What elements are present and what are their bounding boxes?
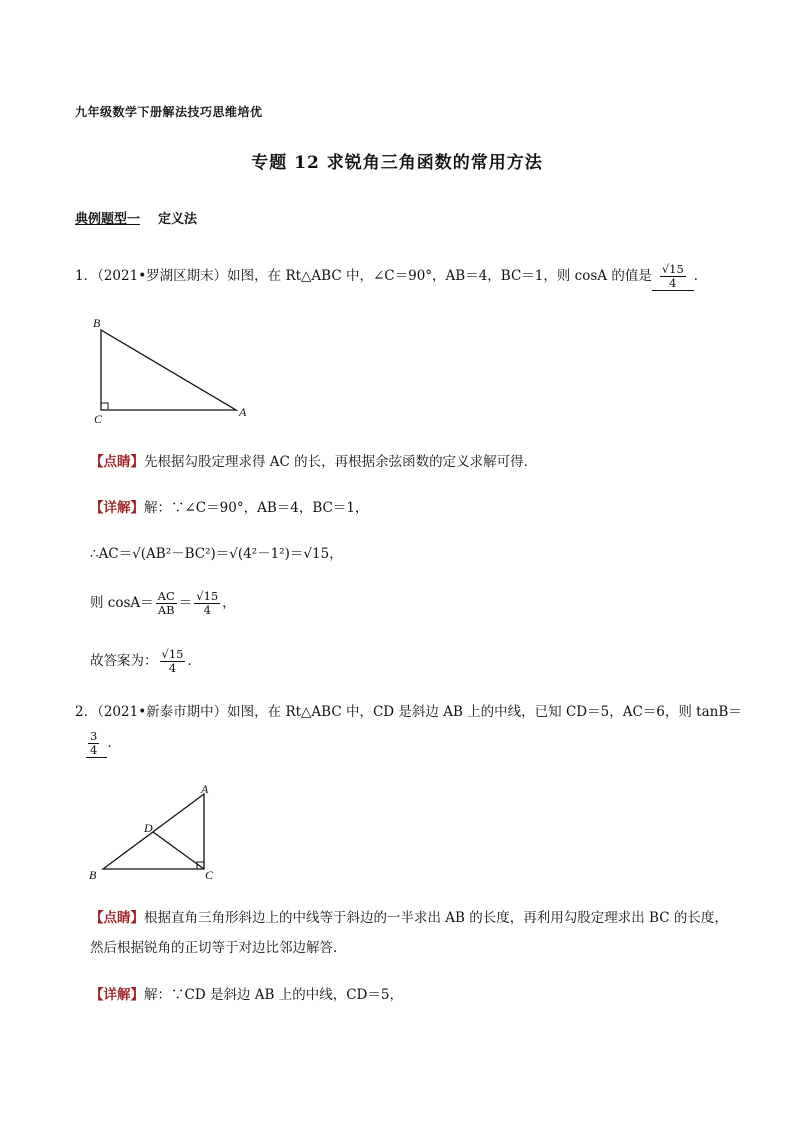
question-1-answer-den: 4 bbox=[669, 276, 677, 290]
section-tag: 典例题型一 bbox=[75, 212, 141, 227]
question-2-stem: 2．（2021•新泰市期中）如图，在 Rt△ABC 中，CD 是斜边 AB 上的中线，已知 CD＝5，AC＝6，则 tanB＝ bbox=[75, 704, 742, 720]
fraction-denominator: 4 bbox=[203, 603, 211, 617]
question-2-detail-1 bbox=[90, 985, 403, 1005]
point-b-label: B bbox=[89, 868, 97, 882]
question-1-detail-1 bbox=[90, 498, 368, 518]
fraction-numerator: AC bbox=[157, 589, 175, 603]
answer-denominator: 4 bbox=[90, 743, 98, 757]
question-2-answer bbox=[86, 730, 121, 758]
fraction-sqrt15-4 bbox=[194, 590, 220, 617]
question-2-figure bbox=[85, 780, 225, 890]
fraction-ac-ab bbox=[156, 590, 177, 617]
hint-text-1: 根据直角三角形斜边上的中线等于斜边的一半求出 AB 的长度，再利用勾股定理求出 BC 的长度， bbox=[144, 910, 728, 926]
question-1-figure bbox=[85, 312, 260, 427]
question-1-hint bbox=[90, 452, 537, 472]
point-a-label: A bbox=[201, 782, 209, 796]
answer-end: ． bbox=[187, 653, 201, 669]
page-title: 专题 12 求锐角三角函数的常用方法 bbox=[251, 153, 543, 173]
question-2-hint bbox=[90, 908, 728, 928]
question-1-answer-line bbox=[90, 648, 201, 675]
question-1-detail-3 bbox=[90, 590, 236, 617]
detail-line-1: 解：∵∠C＝90°，AB＝4，BC＝1， bbox=[144, 500, 369, 516]
right-angle-mark bbox=[101, 403, 108, 410]
equals-sign: ＝ bbox=[178, 595, 193, 611]
point-b-label: B bbox=[93, 316, 101, 330]
point-c-label: C bbox=[94, 412, 103, 426]
detail-3-prefix: 则 cosA＝ bbox=[90, 595, 154, 611]
section-name: 定义法 bbox=[158, 212, 198, 227]
question-2-answer-blank bbox=[86, 730, 107, 758]
hint-text: 先根据勾股定理求得 AC 的长，再根据余弦函数的定义求解可得． bbox=[144, 454, 538, 470]
fraction-numerator: √15 bbox=[196, 589, 219, 603]
detail-label: 【详解】 bbox=[90, 987, 144, 1003]
hint-label: 【点睛】 bbox=[90, 910, 144, 926]
answer-prefix: 故答案为： bbox=[90, 653, 158, 669]
fraction-denominator: 4 bbox=[168, 661, 177, 675]
detail-label: 【详解】 bbox=[90, 500, 144, 516]
question-1-end: ． bbox=[693, 268, 708, 284]
question-2-hint-2: 然后根据锐角的正切等于对边比邻边解答． bbox=[90, 940, 347, 956]
section-heading bbox=[75, 208, 197, 227]
point-c-label: C bbox=[205, 868, 214, 882]
question-1-answer bbox=[652, 263, 694, 291]
detail-line-1: 解：∵CD 是斜边 AB 上的中线，CD＝5， bbox=[144, 987, 403, 1003]
question-1-answer-num: √15 bbox=[661, 262, 684, 276]
question-1-stem bbox=[75, 263, 707, 291]
answer-fraction bbox=[160, 648, 186, 675]
document-header: 九年级数学下册解法技巧思维培优 bbox=[75, 105, 263, 119]
fraction-denominator: AB bbox=[157, 603, 175, 617]
question-2-end: ． bbox=[107, 735, 121, 751]
point-d-label: D bbox=[144, 821, 153, 835]
triangle-abc bbox=[101, 330, 236, 410]
detail-3-end: ， bbox=[222, 595, 236, 611]
fraction-numerator: √15 bbox=[161, 647, 184, 661]
median-cd bbox=[153, 832, 204, 869]
question-1-detail-2: ∴AC＝√(AB²－BC²)＝√(4²－1²)＝√15， bbox=[90, 546, 343, 562]
point-a-label: A bbox=[239, 405, 247, 419]
hint-label: 【点睛】 bbox=[90, 454, 144, 470]
question-1-text: 1．（2021•罗湖区期末）如图，在 Rt△ABC 中，∠C＝90°，AB＝4，BC＝1，则 cosA 的值是 bbox=[75, 268, 652, 284]
answer-numerator: 3 bbox=[90, 729, 98, 743]
